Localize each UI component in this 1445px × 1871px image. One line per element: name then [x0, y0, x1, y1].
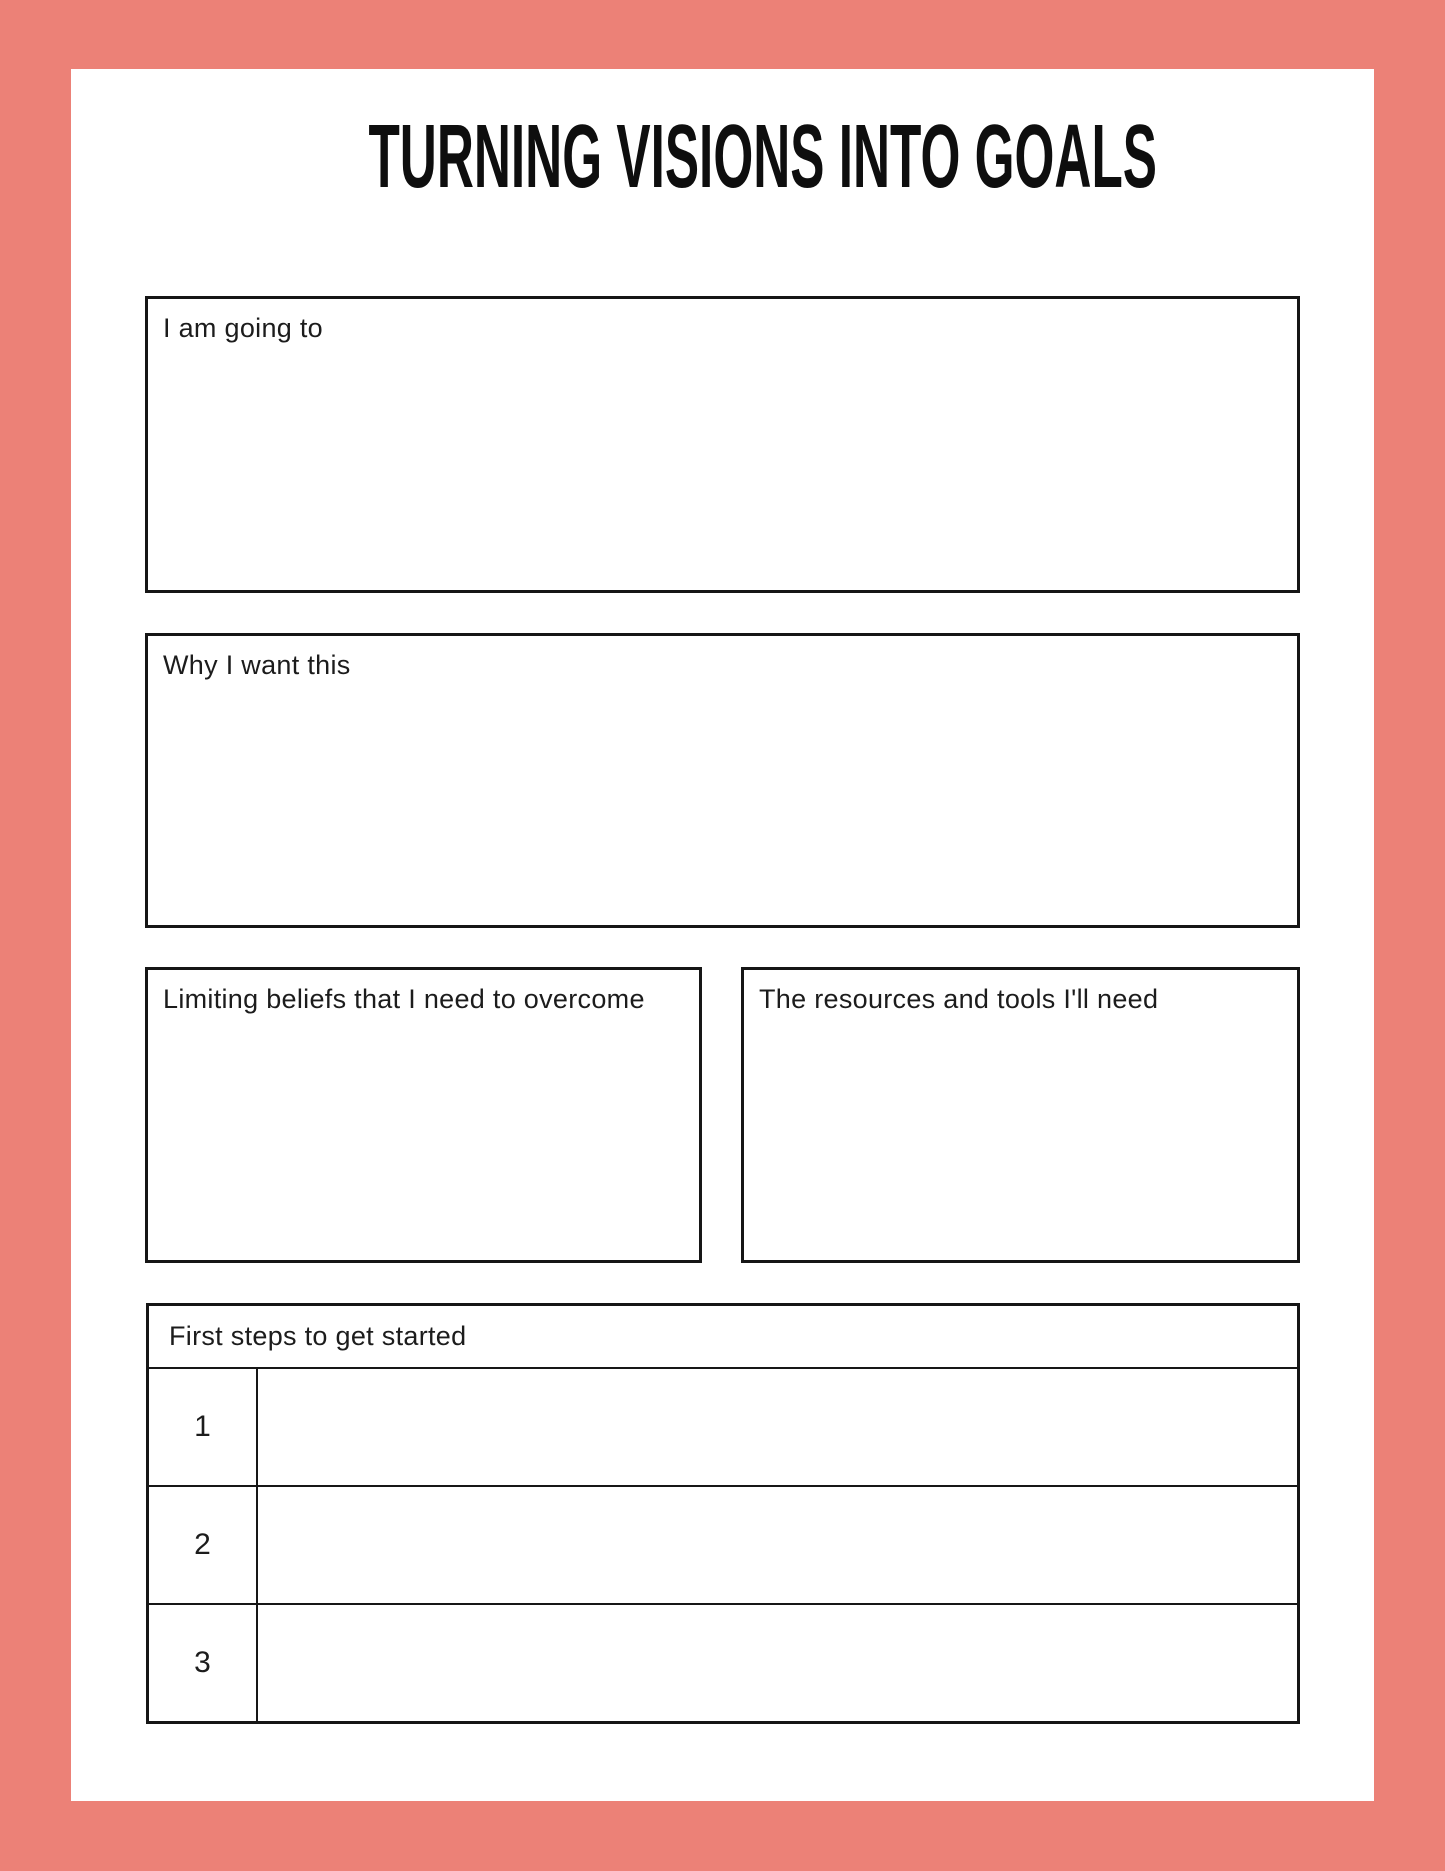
- step-2-input[interactable]: [258, 1487, 1297, 1603]
- section-limiting-beliefs: [145, 967, 702, 1263]
- page-title: TURNING VISIONS INTO GOALS: [368, 107, 1158, 207]
- table-row: [149, 1605, 1297, 1721]
- section-resources-tools: [741, 967, 1300, 1263]
- section-first-steps-table: [146, 1303, 1300, 1724]
- table-row: [149, 1369, 1297, 1487]
- step-number: 2: [149, 1487, 258, 1603]
- step-number: 3: [149, 1605, 258, 1721]
- step-number: 1: [149, 1369, 258, 1485]
- table-row: [149, 1487, 1297, 1605]
- first-steps-header: First steps to get started: [149, 1306, 1297, 1369]
- resources-tools-label: The resources and tools I'll need: [759, 984, 1159, 1014]
- i-am-going-to-input[interactable]: [148, 346, 1297, 590]
- why-i-want-this-label: Why I want this: [163, 650, 351, 680]
- worksheet-page: [71, 69, 1374, 1801]
- why-i-want-this-input[interactable]: [148, 683, 1297, 925]
- step-1-input[interactable]: [258, 1369, 1297, 1485]
- step-3-input[interactable]: [258, 1605, 1297, 1721]
- section-why-i-want-this: [145, 633, 1300, 928]
- resources-tools-input[interactable]: [744, 1017, 1297, 1260]
- limiting-beliefs-label: Limiting beliefs that I need to overcome: [163, 984, 645, 1014]
- section-i-am-going-to: [145, 296, 1300, 593]
- i-am-going-to-label: I am going to: [163, 313, 323, 343]
- limiting-beliefs-input[interactable]: [148, 1017, 699, 1260]
- title-wrap: [71, 107, 1374, 207]
